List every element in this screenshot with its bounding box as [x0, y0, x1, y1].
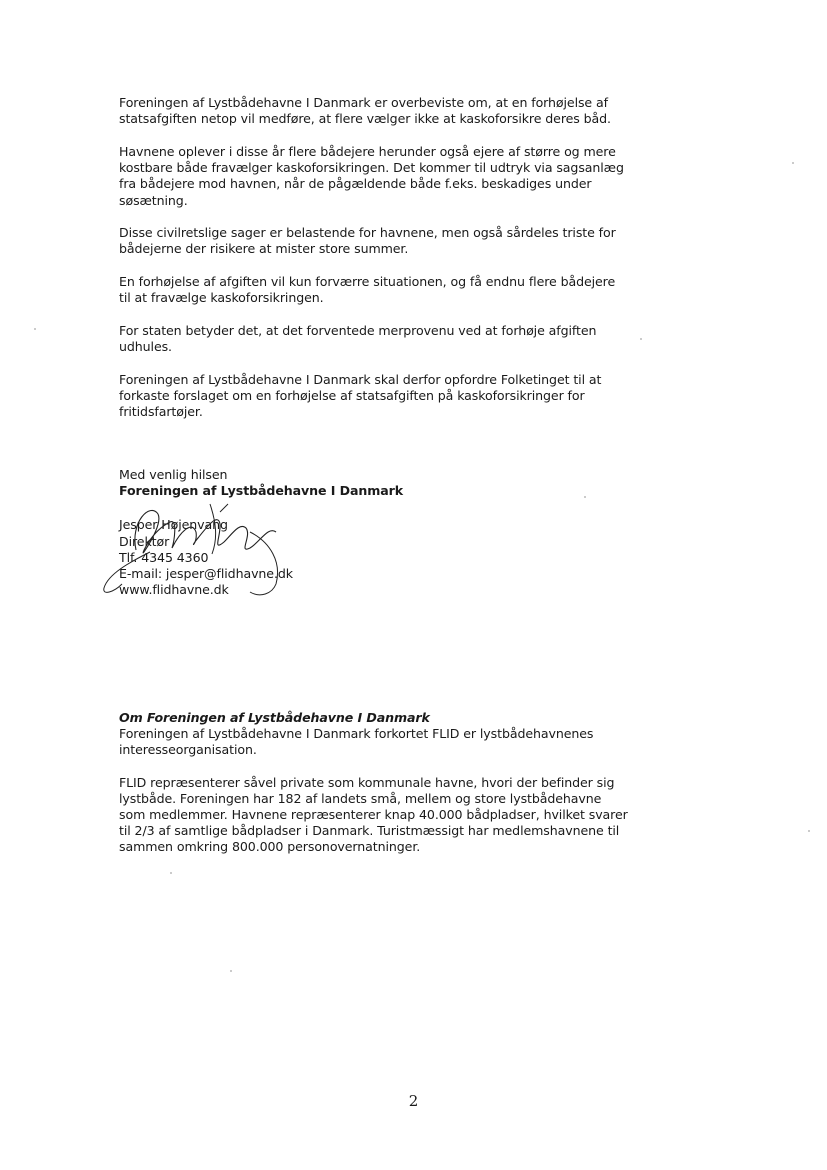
sender-title: Direktør: [119, 533, 170, 549]
page-number: 2: [408, 1092, 419, 1110]
text-line: som medlemmer. Havnene repræsenterer knap 40.000 bådpladser, hvilket svarer: [119, 807, 628, 823]
sender-name: Jesper Højenvang: [119, 517, 228, 533]
text-line: fra bådejere mod havnen, når de pågældende både f.eks. beskadiges under: [119, 176, 592, 192]
paragraph-5: [119, 323, 679, 355]
text-line: FLID repræsenterer såvel private som kommunale havne, hvori der befinder sig: [119, 774, 615, 790]
sender-phone: Tlf. 4345 4360: [119, 549, 209, 565]
text-line: bådejerne der risikere at mister store summer.: [119, 241, 409, 257]
text-line: forkaste forslaget om en forhøjelse af statsafgiften på kaskoforsikringer for: [119, 388, 585, 404]
text-line: interesseorganisation.: [119, 742, 257, 758]
text-line: lystbåde. Foreningen har 182 af landets små, mellem og store lystbådehavne: [119, 790, 602, 806]
paragraph-1: [119, 95, 679, 127]
text-line: Foreningen af Lystbådehavne I Danmark er overbeviste om, at en forhøjelse af: [119, 95, 608, 110]
sender-email: E-mail: jesper@flidhavne.dk: [119, 566, 293, 582]
scan-speck: [34, 328, 36, 330]
paragraph-2: [119, 144, 679, 209]
text-line: Havnene oplever i disse år flere bådejere herunder også ejere af større og mere: [119, 144, 616, 159]
paragraph-3: [119, 225, 679, 257]
text-line: For staten betyder det, at det forventede merprovenu ved at forhøje afgiften: [119, 323, 597, 338]
text-line: statsafgiften netop vil medføre, at flere vælger ikke at kaskoforsikre deres båd.: [119, 111, 611, 127]
scan-speck: [792, 162, 794, 164]
about-heading: Om Foreningen af Lystbådehavne I Danmark: [119, 710, 430, 725]
text-line: udhules.: [119, 339, 172, 355]
scan-speck: [640, 338, 642, 340]
text-line: søsætning.: [119, 192, 188, 208]
text-line: En forhøjelse af afgiften vil kun forværre situationen, og få endnu flere bådejere: [119, 274, 616, 289]
text-line: kostbare både fravælger kaskoforsikringen. Det kommer til udtryk via sagsanlæg: [119, 160, 624, 176]
sender-website: www.flidhavne.dk: [119, 582, 229, 598]
paragraph-4: [119, 274, 679, 306]
scan-speck: [808, 830, 810, 832]
text-line: til 2/3 af samtlige bådpladser i Danmark. Turistmæssigt har medlemshavnene til: [119, 823, 620, 839]
sender-organization: Foreningen af Lystbådehavne I Danmark: [119, 483, 404, 499]
text-line: sammen omkring 800.000 personovernatninger.: [119, 839, 421, 855]
scan-speck: [230, 970, 232, 972]
text-line: Foreningen af Lystbådehavne I Danmark skal derfor opfordre Folketinget til at: [119, 372, 602, 387]
about-section: [119, 710, 679, 856]
greeting: Med venlig hilsen: [119, 467, 228, 482]
text-line: til at fravælge kaskoforsikringen.: [119, 290, 324, 306]
text-line: Disse civilretslige sager er belastende for havnene, men også sårdeles triste for: [119, 225, 616, 240]
paragraph-6: [119, 372, 679, 421]
text-line: fritidsfartøjer.: [119, 404, 203, 420]
text-line: Foreningen af Lystbådehavne I Danmark forkortet FLID er lystbådehavnenes: [119, 726, 594, 742]
scan-speck: [584, 496, 586, 498]
scan-speck: [170, 872, 172, 874]
closing-block: [119, 467, 679, 598]
